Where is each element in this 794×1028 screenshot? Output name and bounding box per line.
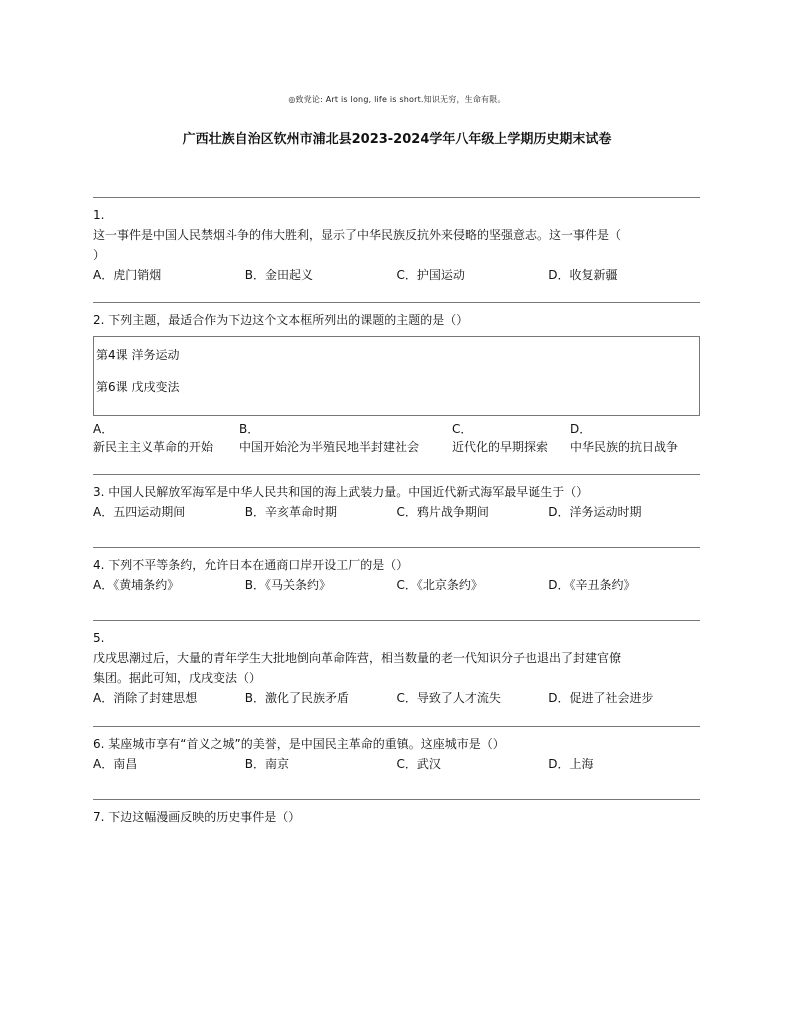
option-letter: C．: [452, 422, 473, 436]
question-stem: 6. 某座城市享有“首义之城”的美誉，是中国民主革命的重镇。这座城市是（）: [93, 737, 505, 751]
option-text: 新民主主义革命的开始: [93, 440, 214, 454]
question-stem: 4. 下列不平等条约，允许日本在通商口岸开设工厂的是（）: [93, 558, 409, 572]
option-text: 中华民族的抗日战争: [570, 440, 679, 454]
option-b: B．南京: [244, 757, 289, 771]
divider: [93, 726, 700, 727]
options: [93, 420, 700, 456]
question-stem: 7. 下边这幅漫画反映的历史事件是（）: [93, 810, 301, 824]
lesson-text-box: [93, 336, 700, 416]
page-title: 广西壮族自治区钦州市浦北县2023-2024学年八年级上学期历史期末试卷: [182, 132, 612, 147]
question-3: [93, 474, 700, 522]
option-text: 中国开始沦为半殖民地半封建社会: [239, 440, 420, 454]
option-d: D．上海: [548, 757, 594, 771]
option-b: B．激化了民族矛盾: [244, 691, 349, 705]
question-5: [93, 620, 700, 708]
option-d: D．收复新疆: [548, 268, 618, 282]
option-c: C．武汉: [396, 757, 441, 771]
option-b: B．金田起义: [244, 268, 313, 282]
question-stem: 3. 中国人民解放军海军是中华人民共和国的海上武装力量。中国近代新式海军最早诞生于（）: [93, 485, 589, 499]
option-a: A．消除了封建思想: [93, 691, 198, 705]
option-letter: B．: [239, 422, 260, 436]
question-6: [93, 726, 700, 774]
option-letter: D．: [570, 422, 592, 436]
options: [93, 502, 700, 522]
option-b: B．辛亥革命时期: [244, 505, 337, 519]
option-a: A．南昌: [93, 757, 138, 771]
option-text: 近代化的早期探索: [452, 440, 549, 454]
question-stem-line: 戊戌思潮过后，大量的青年学生大批地倒向革命阵营，相当数量的老一代知识分子也退出了封建官僚: [93, 651, 622, 665]
options: [93, 265, 700, 285]
divider: [93, 620, 700, 621]
question-4: [93, 547, 700, 595]
divider: [93, 197, 700, 198]
option-a: [93, 420, 239, 456]
box-line: 第6课 戊戌变法: [96, 380, 180, 394]
question-stem-line: 这一事件是中国人民禁烟斗争的伟大胜利，显示了中华民族反抗外来侵略的坚强意志。这一事件是（: [93, 228, 622, 242]
question-7: [93, 799, 700, 827]
option-d: D．促进了社会进步: [548, 691, 654, 705]
option-letter: A．: [93, 422, 114, 436]
options: [93, 754, 700, 774]
option-d: [570, 420, 678, 456]
option-c: C．《北京条约》: [396, 578, 483, 592]
option-a: A．五四运动期间: [93, 505, 186, 519]
question-stem-line: ）: [93, 248, 106, 262]
question-stem: 2. 下列主题，最适合作为下边这个文本框所列出的课题的主题的是（）: [93, 313, 469, 327]
divider: [93, 799, 700, 800]
option-d: D．洋务运动时期: [548, 505, 642, 519]
options: [93, 575, 700, 595]
option-c: C．导致了人才流失: [396, 691, 501, 705]
header-note: ◎致党论: Art is long, life is short.知识无穷，生命有限。: [288, 95, 506, 104]
question-2: [93, 302, 700, 456]
option-c: C．护国运动: [396, 268, 465, 282]
divider: [93, 547, 700, 548]
question-number: 1.: [93, 208, 105, 222]
box-line: 第4课 洋务运动: [96, 348, 180, 362]
question-number: 5.: [93, 631, 105, 645]
option-c: [452, 420, 570, 456]
divider: [93, 474, 700, 475]
question-stem-line: 集团。据此可知，戊戌变法（）: [93, 671, 262, 685]
option-a: A．《黄埔条约》: [93, 578, 180, 592]
option-c: C．鸦片战争期间: [396, 505, 489, 519]
option-d: D．《辛丑条约》: [548, 578, 636, 592]
option-b: [239, 420, 452, 456]
divider: [93, 302, 700, 303]
question-1: [93, 197, 700, 285]
option-b: B．《马关条约》: [244, 578, 331, 592]
options: [93, 688, 700, 708]
option-a: A．虎门销烟: [93, 268, 162, 282]
